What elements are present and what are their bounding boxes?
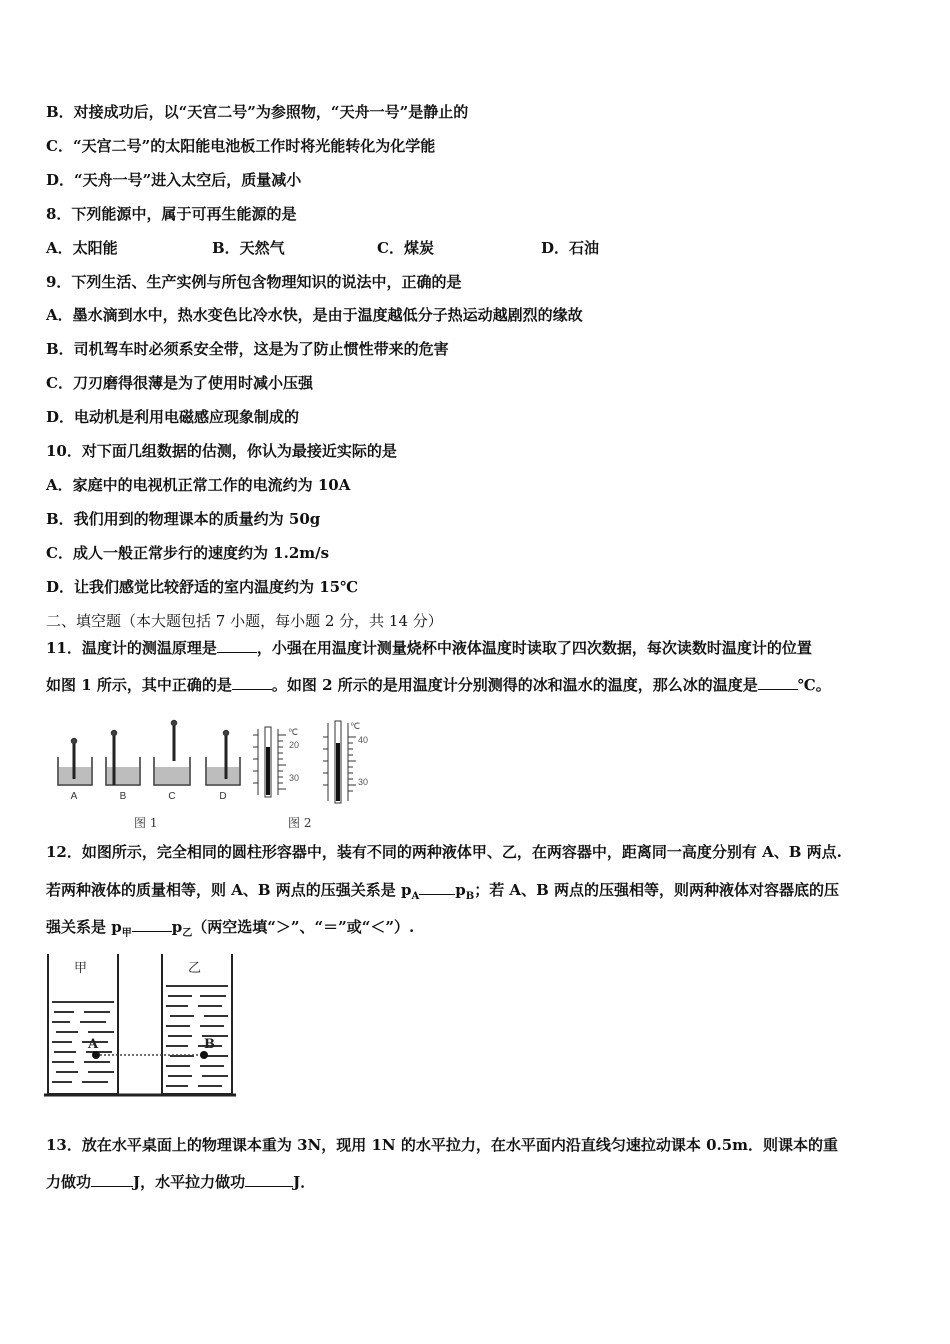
beaker-b — [106, 731, 140, 786]
q13-line1: 13．放在水平桌面上的物理课本重为 3N，现用 1N 的水平拉力，在水平面内沿直线匀速拉动课本 0.5m．则课本的重 — [46, 1136, 839, 1154]
q12-line2: 若两种液体的质量相等，则 A、B 两点的压强关系是 $p_A$ $p_B$；若 A、B 两点的压强相等，则两种液体对容器底的压 — [46, 881, 839, 902]
beaker-d — [206, 731, 240, 786]
figure-2-caption: 图 2 — [288, 816, 312, 830]
therm1-tick-top: 20 — [289, 740, 300, 750]
beaker-label-b: B — [119, 791, 127, 802]
q11-text-2c: ℃。 — [797, 676, 831, 694]
q12-text-3a: 强关系是 p — [46, 918, 122, 936]
therm2-unit: ℃ — [350, 721, 361, 731]
beaker-label-d: D — [219, 791, 227, 802]
q12-figure — [44, 950, 244, 1100]
q8-stem: 8．下列能源中，属于可再生能源的是 — [46, 205, 297, 223]
point-a-dot — [92, 1051, 100, 1059]
q13-line2 — [46, 1172, 315, 1192]
q8-option-c: C．煤炭 — [377, 239, 434, 257]
q12-blank-2 — [132, 917, 172, 932]
q11-blank-1 — [217, 638, 257, 653]
q8-option-d: D．石油 — [541, 239, 600, 257]
q11-text-2a: 如图 1 所示，其中正确的是 — [46, 676, 232, 694]
q11-line1 — [46, 638, 812, 658]
q9-option-a: A．墨水滴到水中，热水变色比冷水快，是由于温度越低分子热运动越剧烈的缘故 — [46, 306, 583, 324]
q12-sub-jia: 甲 — [121, 928, 132, 939]
label-jia: 甲 — [74, 961, 88, 976]
q12-text-3b: p — [171, 918, 183, 936]
q11-figure — [50, 715, 380, 835]
beaker-label-c: C — [168, 791, 176, 802]
section-heading: 二、填空题（本大题包括 7 小题，每小题 2 分，共 14 分） — [46, 612, 443, 630]
q7-option-c: C．“天宫二号”的太阳能电池板工作时将光能转化为化学能 — [46, 137, 436, 155]
q7-option-d: D．“天舟一号”进入太空后，质量减小 — [46, 171, 302, 189]
point-b-dot — [200, 1051, 208, 1059]
q12-line3 — [46, 917, 414, 944]
q10-option-a: A．家庭中的电视机正常工作的电流约为 10A — [46, 476, 351, 494]
label-point-a: A — [88, 1037, 99, 1052]
q11-line2 — [46, 675, 831, 695]
label-yi: 乙 — [188, 961, 202, 976]
q11-blank-3 — [758, 675, 798, 690]
q9-stem: 9．下列生活、生产实例与所包含物理知识的说法中，正确的是 — [46, 273, 462, 291]
thermometer-2 — [323, 721, 356, 803]
q11-blank-2 — [232, 675, 272, 690]
beaker-label-a: A — [70, 791, 78, 802]
q12-sub-b: B — [465, 891, 475, 902]
q12-text-2a: 若两种液体的质量相等，则 A、B 两点的压强关系是 p — [46, 881, 412, 899]
therm1-tick-bottom: 30 — [289, 773, 300, 783]
q9-option-d: D．电动机是利用电磁感应现象制成的 — [46, 408, 300, 426]
label-point-b: B — [204, 1037, 215, 1052]
q8-option-b: B．天然气 — [212, 239, 285, 257]
therm1-unit: ℃ — [288, 727, 299, 737]
q12-line1: 12．如图所示，完全相同的圆柱形容器中，装有不同的两种液体甲、乙，在两容器中，距离同一高度分别有 A、B 两点. — [46, 843, 842, 861]
therm2-tick-top: 40 — [358, 735, 369, 745]
beaker-a — [58, 739, 92, 786]
q10-stem: 10．对下面几组数据的估测，你认为最接近实际的是 — [46, 442, 397, 460]
q10-option-c: C．成人一般正常步行的速度约为 1.2m/s — [46, 544, 330, 562]
q13-text-2c: J． — [293, 1173, 316, 1191]
q9-option-c: C．刀刃磨得很薄是为了使用时减小压强 — [46, 374, 313, 392]
q8-option-a: A．太阳能 — [46, 239, 118, 257]
q12-blank-1 — [419, 880, 455, 895]
beaker-c — [154, 721, 190, 786]
q13-text-2b: J，水平拉力做功 — [133, 1173, 246, 1191]
q13-blank-1 — [91, 1172, 133, 1187]
liquid-yi — [166, 986, 228, 1086]
q10-option-b: B．我们用到的物理课本的质量约为 50g — [46, 510, 321, 528]
q12-text-3c: （两空选填“＞”、“＝”或“＜”）. — [192, 918, 415, 936]
q7-option-b: B．对接成功后，以“天宫二号”为参照物，“天舟一号”是静止的 — [46, 103, 469, 121]
therm2-tick-bottom: 30 — [358, 777, 369, 787]
thermometer-1 — [253, 727, 286, 797]
q13-text-2a: 力做功 — [46, 1173, 92, 1191]
liquid-jia — [52, 1002, 114, 1082]
q12-text-2b: ；若 A、B 两点的压强相等，则两种液体对容器底的压 — [474, 881, 839, 899]
q9-option-b: B．司机驾车时必须系安全带，这是为了防止惯性带来的危害 — [46, 340, 449, 358]
q10-option-d: D．让我们感觉比较舒适的室内温度约为 15℃ — [46, 578, 359, 596]
q11-text-2b: 。如图 2 所示的是用温度计分别测得的冰和温水的温度，那么冰的温度是 — [271, 676, 758, 694]
q12-sub-a: A — [411, 891, 420, 902]
q11-text-1b: ，小强在用温度计测量烧杯中液体温度时读取了四次数据，每次读数时温度计的位置 — [256, 639, 812, 657]
q12-sub-yi: 乙 — [182, 928, 193, 939]
q13-blank-2 — [245, 1172, 293, 1187]
q11-text-1a: 11．温度计的测温原理是 — [46, 639, 217, 657]
figure-1-caption: 图 1 — [134, 816, 158, 830]
